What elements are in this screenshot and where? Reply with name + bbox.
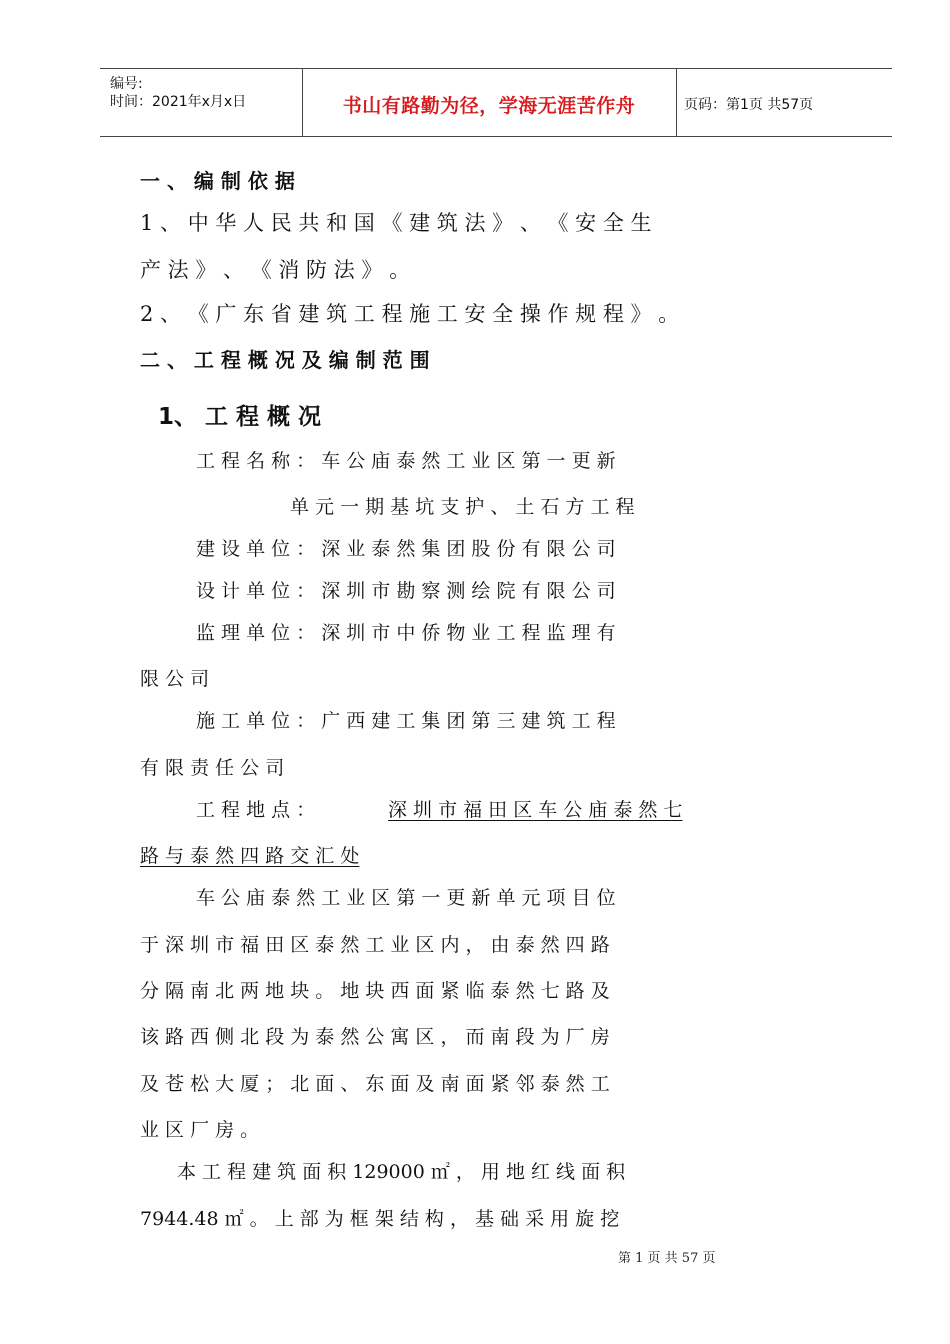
location-label: 工 程 地 点 ： — [196, 799, 316, 821]
owner-line: 建 设 单 位 ： 深 业 泰 然 集 团 股 份 有 限 公 司 — [196, 538, 616, 560]
builder-line-1: 施 工 单 位 ： 广 西 建 工 集 团 第 三 建 筑 工 程 — [196, 710, 616, 732]
paragraph-1-line-2: 于 深 圳 市 福 田 区 泰 然 工 业 区 内 ， 由 泰 然 四 路 — [140, 934, 610, 956]
supervisor-line-1: 监 理 单 位 ： 深 圳 市 中 侨 物 业 工 程 监 理 有 — [196, 622, 616, 644]
location-line-2: 路 与 泰 然 四 路 交 汇 处 — [140, 845, 360, 867]
subsection-1-title: 1、 工 程 概 况 — [158, 404, 322, 430]
number-label: 编号: — [110, 76, 143, 92]
designer-line: 设 计 单 位 ： 深 圳 市 勘 察 测 绘 院 有 限 公 司 — [196, 580, 616, 602]
paragraph-1-line-5: 及 苍 松 大 厦 ； 北 面 、 东 面 及 南 面 紧 邻 泰 然 工 — [140, 1073, 610, 1095]
paragraph-1-line-1: 车 公 庙 泰 然 工 业 区 第 一 更 新 单 元 项 目 位 — [196, 887, 616, 909]
paragraph-1-line-4: 该 路 西 侧 北 段 为 泰 然 公 寓 区 ， 而 南 段 为 厂 房 — [140, 1026, 610, 1048]
paragraph-1-line-3: 分 隔 南 北 两 地 块 。 地 块 西 面 紧 临 泰 然 七 路 及 — [140, 980, 610, 1002]
builder-line-2: 有 限 责 任 公 司 — [140, 757, 285, 779]
paragraph-1-line-6: 业 区 厂 房 。 — [140, 1119, 260, 1141]
motto: 书山有路勤为径，学海无涯苦作舟 — [342, 95, 636, 117]
paragraph-2-line-1: 本 工 程 建 筑 面 积 129000 ㎡ ， 用 地 红 线 面 积 — [177, 1161, 626, 1183]
project-name-line-1: 工 程 名 称 ： 车 公 庙 泰 然 工 业 区 第 一 更 新 — [196, 450, 616, 472]
header-page-cell — [676, 69, 892, 136]
header-motto-cell — [302, 69, 677, 136]
document-header — [100, 68, 892, 137]
footer-page-number: 第 1 页 共 57 页 — [618, 1251, 716, 1266]
section-1-title: 一 、 编 制 依 据 — [140, 169, 295, 193]
location-line-1: 深 圳 市 福 田 区 车 公 庙 泰 然 七 — [388, 799, 683, 821]
header-page-label: 页码：第1页 共57页 — [684, 97, 814, 113]
section-2-title: 二 、 工 程 概 况 及 编 制 范 围 — [140, 348, 430, 372]
time-label: 时间：2021年x月x日 — [110, 94, 247, 110]
paragraph-2-line-2: 7944.48 ㎡ 。 上 部 为 框 架 结 构 ， 基 础 采 用 旋 挖 — [140, 1208, 620, 1230]
project-name-line-2: 单 元 一 期 基 坑 支 护 、 土 石 方 工 程 — [290, 496, 635, 518]
header-meta-cell — [100, 69, 303, 136]
section-1-item-1-line-1: 1 、 中 华 人 民 共 和 国 《 建 筑 法 》 、 《 安 全 生 — [140, 211, 652, 235]
section-1-item-2: 2 、 《 广 东 省 建 筑 工 程 施 工 安 全 操 作 规 程 》 。 — [140, 302, 680, 326]
supervisor-line-2: 限 公 司 — [140, 668, 210, 690]
section-1-item-1-line-2: 产 法 》 、 《 消 防 法 》 。 — [140, 258, 411, 282]
